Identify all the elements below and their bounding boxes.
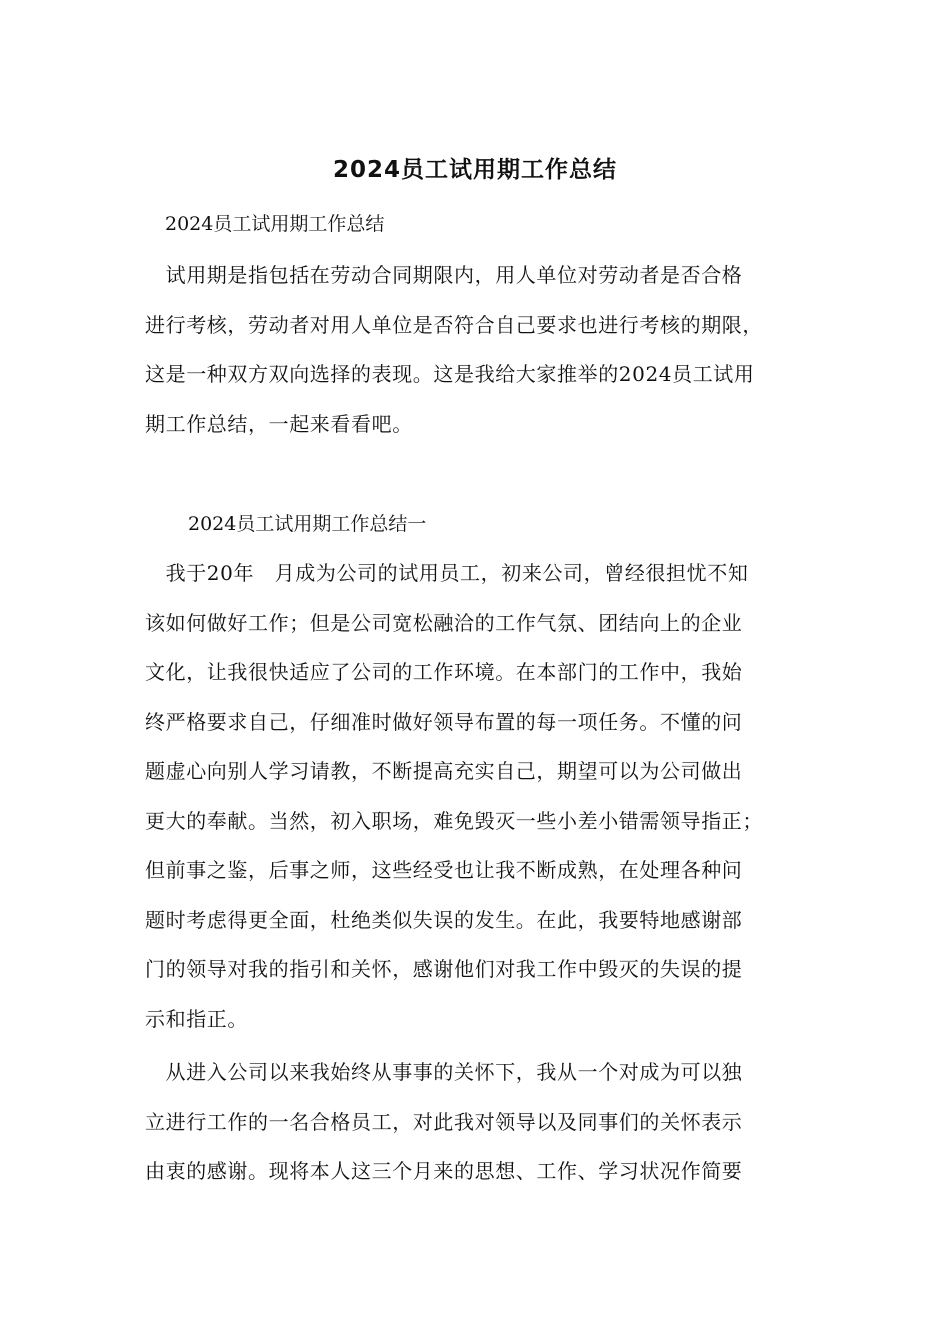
paragraph-line: 更大的奉献。当然，初入职场，难免毁灭一些小差小错需领导指正； xyxy=(145,808,763,833)
paragraph-line: 试用期是指包括在劳动合同期限内，用人单位对劳动者是否合格 xyxy=(145,263,743,287)
paragraph-line: 门的领导对我的指引和关怀，感谢他们对我工作中毁灭的失误的提 xyxy=(145,957,743,981)
paragraph-line: 我于20年 月成为公司的试用员工，初来公司，曾经很担忧不知 xyxy=(145,561,749,585)
paragraph-line: 题虚心向别人学习请教，不断提高充实自己，期望可以为公司做出 xyxy=(145,759,743,783)
document-subtitle: 2024员工试用期工作总结 xyxy=(165,213,385,235)
section-heading: 2024员工试用期工作总结一 xyxy=(188,513,427,535)
document-title: 2024员工试用期工作总结 xyxy=(332,157,617,183)
paragraph-line: 从进入公司以来我始终从事事的关怀下，我从一个对成为可以独 xyxy=(145,1060,743,1084)
paragraph-line: 但前事之鉴，后事之师，这些经受也让我不断成熟，在处理各种问 xyxy=(145,858,743,882)
body-paragraph-1 xyxy=(145,549,825,1044)
paragraph-line: 期工作总结，一起来看看吧。 xyxy=(145,411,413,436)
paragraph-line: 示和指正。 xyxy=(145,1006,248,1031)
paragraph-line: 题时考虑得更全面，杜绝类似失误的发生。在此，我要特地感谢部 xyxy=(145,907,743,932)
paragraph-line: 由衷的感谢。现将本人这三个月来的思想、工作、学习状况作简要 xyxy=(145,1159,743,1183)
intro-paragraph xyxy=(145,251,825,449)
paragraph-line: 立进行工作的一名合格员工，对此我对领导以及同事们的关怀表示 xyxy=(145,1109,743,1134)
paragraph-line: 终严格要求自己，仔细准时做好领导布置的每一项任务。不懂的问 xyxy=(145,709,743,734)
paragraph-line: 这是一种双方双向选择的表现。这是我给大家推举的2024员工试用 xyxy=(145,362,755,386)
paragraph-line: 该如何做好工作；但是公司宽松融洽的工作气氛、团结向上的企业 xyxy=(145,610,743,635)
paragraph-line: 文化，让我很快适应了公司的工作环境。在本部门的工作中，我始 xyxy=(145,660,743,684)
body-paragraph-2 xyxy=(145,1048,825,1197)
paragraph-line: 进行考核，劳动者对用人单位是否符合自己要求也进行考核的期限， xyxy=(145,312,763,337)
